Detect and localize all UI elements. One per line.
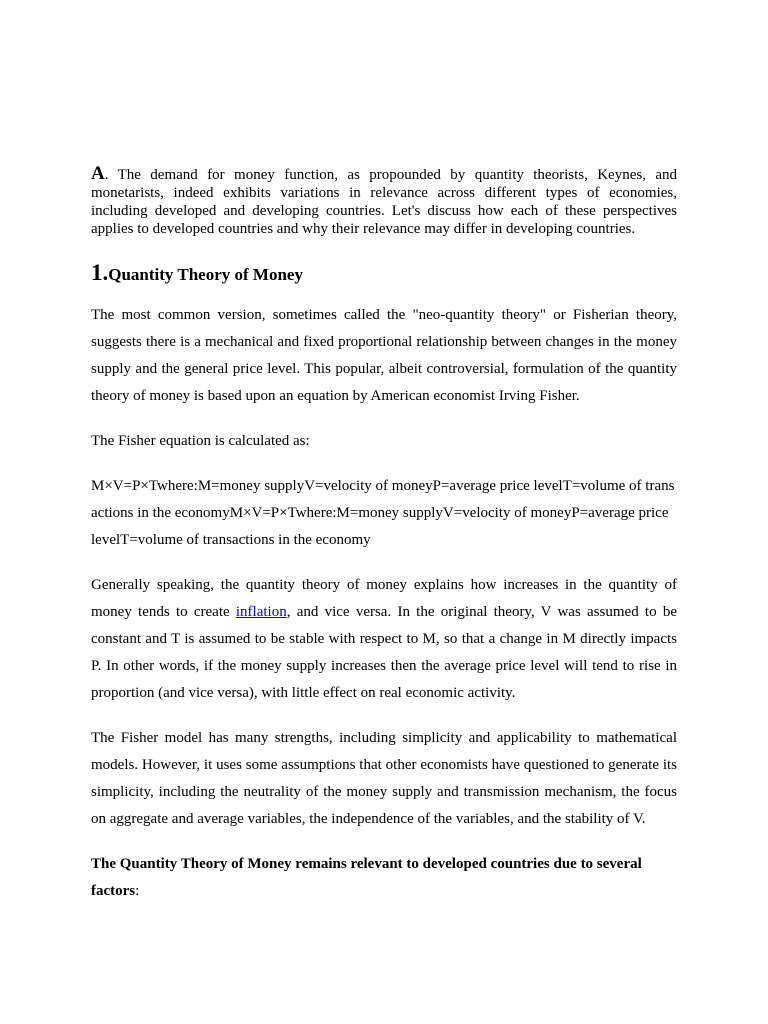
- text: , and vice versa. In the original theory, V was assumed to be constant and T is assumed to be stable with respect to M, so that a change in M directly impacts P. In other words, if the money supply increases then the average price level will tend to rise in proportion (and vice versa), with little effect on real economic activity.: [91, 604, 677, 701]
- paragraph-fisher-equation-intro: The Fisher equation is calculated as:: [91, 433, 310, 449]
- paragraph-relevance-developed: [91, 851, 677, 905]
- paragraph-quantity-theory-explanation: [91, 572, 677, 707]
- document-page: [91, 165, 677, 905]
- paragraph-fisherian-theory: The most common version, sometimes called the "neo-quantity theory" or Fisherian theory, suggests there is a mechanical and fixed proportional relationship between changes in the money supply and the general price level. This popular, albeit controversial, formulation of the quantity theory of money is based upon an equation by American economist Irving Fisher.: [91, 307, 677, 404]
- bold-statement: The Quantity Theory of Money remains relevant to developed countries due to several factors: [91, 856, 642, 899]
- inflation-link[interactable]: inflation: [235, 604, 287, 620]
- paragraph-fisher-model-strengths: The Fisher model has many strengths, including simplicity and applicability to mathematical models. However, it uses some assumptions that other economists have questioned to generate its simplicity, including the neutrality of the money supply and transmission mechanism, the focus on aggregate and average variables, the independence of the variables, and the stability of V.: [91, 730, 677, 827]
- intro-text: . The demand for money function, as propounded by quantity theorists, Keynes, and monetarists, indeed exhibits variations in relevance across different types of economies, including developed and developing countries. Let's discuss how each of these perspectives applies to developed countries and why their relevance may differ in developing countries.: [91, 167, 677, 237]
- heading-number: 1.: [91, 260, 109, 285]
- text: Generally speaking, the quantity theory of money explains how increases in the quantity of money tends to create: [91, 577, 677, 620]
- heading-title: Quantity Theory of Money: [108, 265, 303, 284]
- section-heading: [91, 258, 677, 290]
- section-letter: A: [91, 163, 105, 184]
- equation-line: levelT=volume of transactions in the economy: [91, 532, 371, 548]
- equation-line: actions in the economyM×V=P×Twhere:M=money supplyV=velocity of moneyP=average price: [91, 505, 669, 521]
- intro-paragraph: [91, 165, 677, 238]
- equation-line: M×V=P×Twhere:M=money supplyV=velocity of moneyP=average price levelT=volume of trans: [91, 478, 675, 494]
- text: :: [135, 883, 140, 899]
- equation-paragraph: [91, 473, 677, 554]
